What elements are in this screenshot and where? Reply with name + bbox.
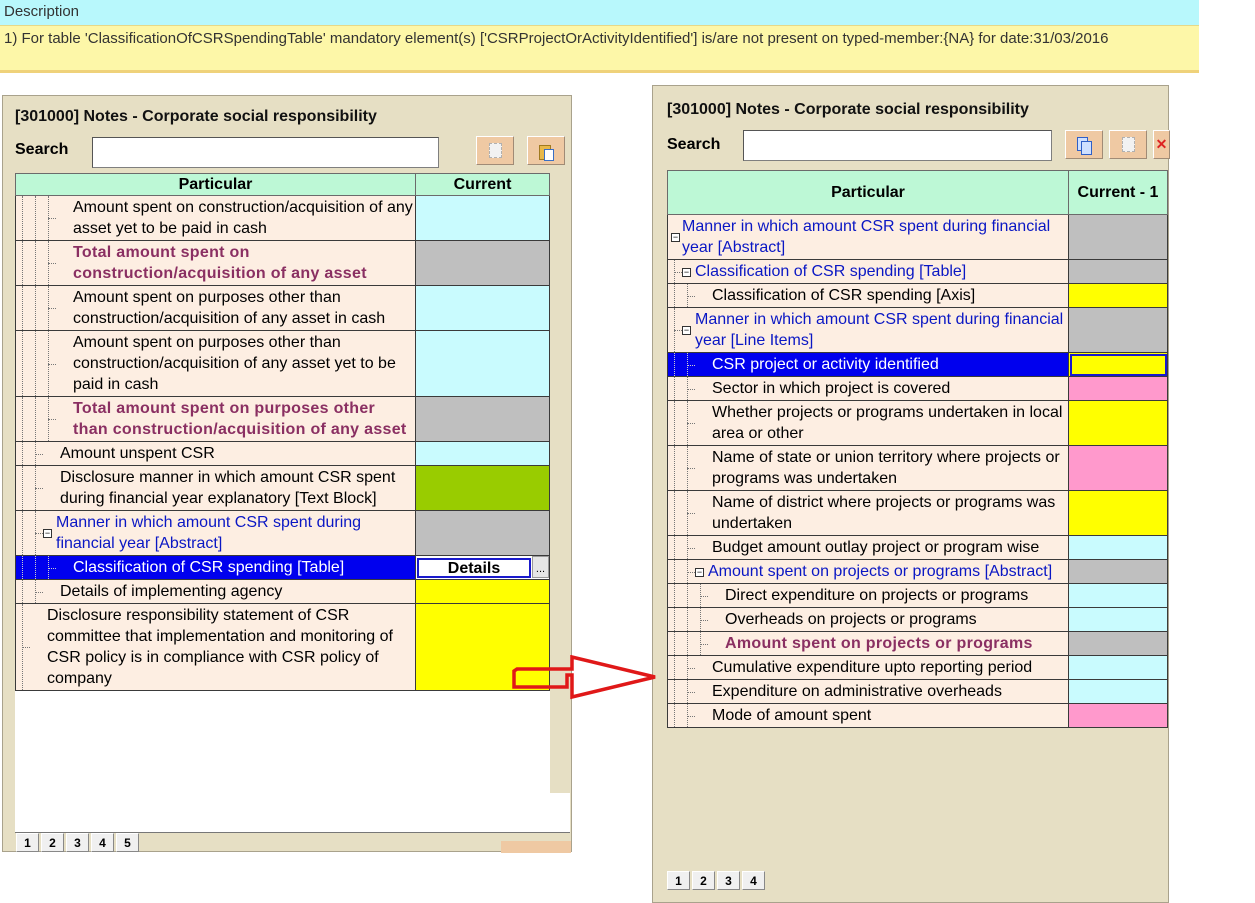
- particular-cell[interactable]: [16, 196, 416, 241]
- panel-title: [301000] Notes - Corporate social responsibility: [15, 108, 377, 125]
- row-label: Whether projects or programs undertaken in local area or other: [712, 404, 1063, 442]
- row-label: Total amount spent on construction/acquisition of any asset: [73, 244, 367, 282]
- right-notes-panel: [652, 85, 1169, 903]
- value-cell[interactable]: [416, 511, 550, 556]
- value-cell[interactable]: [416, 331, 550, 397]
- value-cell[interactable]: [1069, 560, 1168, 584]
- tree-guide-line: [674, 536, 675, 559]
- tree-guide-line: [35, 397, 36, 441]
- page-tab-2[interactable]: 2: [41, 833, 64, 852]
- tree-guide-line: [674, 632, 675, 655]
- particular-cell[interactable]: [16, 511, 416, 556]
- tree-guide-line: [35, 196, 36, 240]
- page-tab-2[interactable]: 2: [692, 871, 715, 890]
- tree-connector: [22, 647, 30, 648]
- table-row[interactable]: [668, 491, 1168, 536]
- copy-icon: [1077, 137, 1091, 153]
- row-label: Manner in which amount CSR spent during financial year [Abstract]: [56, 514, 362, 552]
- tree-guide-line: [35, 241, 36, 285]
- row-label: Sector in which project is covered: [712, 380, 951, 397]
- tree-connector: [48, 263, 56, 264]
- delete-icon: ✕: [1155, 136, 1168, 152]
- tree-connector: [48, 364, 56, 365]
- panel-title: [301000] Notes - Corporate social responsibility: [667, 101, 1029, 118]
- tree-guide-line: [22, 442, 23, 465]
- value-cell[interactable]: [1069, 284, 1168, 308]
- tree-guide-line: [674, 608, 675, 631]
- page-tab-3[interactable]: 3: [66, 833, 89, 852]
- tree-connector: [48, 218, 56, 219]
- value-cell[interactable]: [1069, 215, 1168, 260]
- collapse-toggle-icon[interactable]: −: [672, 232, 679, 242]
- tree-connector: [687, 423, 695, 424]
- tree-guide-line: [35, 286, 36, 330]
- tree-guide-line: [22, 397, 23, 441]
- page-tab-4[interactable]: 4: [91, 833, 114, 852]
- corner-block: [501, 841, 571, 853]
- tree-connector: [35, 533, 43, 534]
- tree-guide-line: [687, 632, 688, 655]
- column-header-particular[interactable]: Particular: [668, 171, 1069, 215]
- particular-cell[interactable]: [668, 560, 1069, 584]
- particular-cell[interactable]: [16, 397, 416, 442]
- value-cell[interactable]: [1069, 377, 1168, 401]
- tree-guide-line: [22, 556, 23, 579]
- tree-guide-line: [674, 704, 675, 727]
- tree-guide-line: [674, 401, 675, 445]
- tree-connector: [35, 488, 43, 489]
- value-cell[interactable]: [416, 397, 550, 442]
- value-cell[interactable]: [1069, 401, 1168, 446]
- page-tabs: [667, 871, 765, 890]
- particular-cell[interactable]: [668, 704, 1069, 728]
- particular-cell[interactable]: [668, 680, 1069, 704]
- tree-connector: [48, 308, 56, 309]
- row-label: Disclosure responsibility statement of CSR committee that implementation and monitoring of CSR policy is in compliance with CSR policy of company: [47, 607, 393, 687]
- tree-connector: [48, 419, 56, 420]
- value-cell[interactable]: [1069, 308, 1168, 353]
- tree-guide-line: [687, 584, 688, 607]
- ellipsis-button[interactable]: ...: [532, 556, 549, 578]
- grid-empty-area: [15, 793, 570, 833]
- search-input[interactable]: [743, 130, 1052, 161]
- collapse-toggle-icon[interactable]: −: [696, 566, 703, 577]
- tree-guide-line: [687, 608, 688, 631]
- table-row[interactable]: [668, 260, 1168, 284]
- delete-button[interactable]: [1153, 130, 1170, 159]
- table-row[interactable]: [16, 466, 550, 511]
- value-cell[interactable]: [416, 196, 550, 241]
- value-cell[interactable]: [1069, 632, 1168, 656]
- page-tab-3[interactable]: 3: [717, 871, 740, 890]
- table-row[interactable]: [16, 511, 550, 556]
- value-cell[interactable]: [416, 241, 550, 286]
- value-cell[interactable]: [1069, 536, 1168, 560]
- tree-connector: [35, 454, 43, 455]
- left-grid: [15, 173, 550, 793]
- table-row[interactable]: [668, 704, 1168, 728]
- particular-cell[interactable]: [16, 442, 416, 466]
- particular-cell[interactable]: [668, 608, 1069, 632]
- search-label: Search: [15, 141, 69, 158]
- new-page-icon: [1122, 137, 1135, 152]
- tree-guide-line: [674, 446, 675, 490]
- particular-cell[interactable]: [16, 580, 416, 604]
- row-label: Direct expenditure on projects or programs: [725, 587, 1029, 604]
- row-label: Overheads on projects or programs: [725, 611, 977, 628]
- tree-guide-line: [674, 560, 675, 583]
- column-header-current[interactable]: Current: [416, 174, 550, 196]
- tree-connector: [687, 468, 695, 469]
- tree-guide-line: [674, 353, 675, 376]
- tree-guide-line: [674, 584, 675, 607]
- particular-cell[interactable]: [668, 656, 1069, 680]
- tree-connector: [35, 592, 43, 593]
- tree-guide-line: [22, 466, 23, 510]
- collapse-toggle-icon[interactable]: −: [683, 325, 690, 335]
- tree-connector: [687, 572, 695, 573]
- row-label: Details of implementing agency: [60, 583, 283, 600]
- table-row[interactable]: [668, 377, 1168, 401]
- tree-guide-line: [674, 284, 675, 307]
- tree-connector: [687, 668, 695, 669]
- details-cell[interactable]: [416, 556, 550, 580]
- tree-guide-line: [674, 491, 675, 535]
- tree-connector: [687, 513, 695, 514]
- value-cell[interactable]: [416, 442, 550, 466]
- paste-button[interactable]: [527, 136, 565, 165]
- particular-cell[interactable]: [668, 446, 1069, 491]
- table-row[interactable]: [668, 446, 1168, 491]
- row-label: Amount spent on projects or programs [Abstract]: [708, 563, 1053, 580]
- particular-cell[interactable]: [16, 466, 416, 511]
- table-row[interactable]: [16, 397, 550, 442]
- red-arrow-icon: [512, 655, 662, 701]
- particular-cell[interactable]: [16, 286, 416, 331]
- row-label: Total amount spent on purposes other than construction/acquisition of any asset: [73, 400, 407, 438]
- left-notes-panel: [2, 95, 572, 852]
- table-row[interactable]: [16, 196, 550, 241]
- value-cell[interactable]: [1069, 446, 1168, 491]
- page-tab-5[interactable]: 5: [116, 833, 139, 852]
- particular-cell[interactable]: [668, 491, 1069, 536]
- table-row[interactable]: [668, 608, 1168, 632]
- tree-guide-line: [22, 241, 23, 285]
- new-page-button[interactable]: [476, 136, 514, 165]
- column-header-current-1[interactable]: Current - 1: [1069, 171, 1168, 215]
- row-label: Manner in which amount CSR spent during financial year [Abstract]: [682, 218, 1051, 256]
- table-row[interactable]: [16, 580, 550, 604]
- tree-connector: [700, 644, 708, 645]
- row-label: Cumulative expenditure upto reporting period: [712, 659, 1033, 676]
- particular-cell[interactable]: [668, 353, 1069, 377]
- row-label: Mode of amount spent: [712, 707, 872, 724]
- table-row[interactable]: [16, 604, 550, 691]
- table-row[interactable]: [668, 284, 1168, 308]
- description-message: 1) For table 'ClassificationOfCSRSpendingTable' mandatory element(s) ['CSRProjectOrActivityIdentified'] is/are not present on typed-member:{NA} for date:31/03/2016: [0, 25, 1199, 73]
- value-cell[interactable]: [1069, 584, 1168, 608]
- tree-guide-line: [674, 377, 675, 400]
- tree-connector: [674, 272, 682, 273]
- table-row[interactable]: [16, 241, 550, 286]
- particular-cell[interactable]: [16, 331, 416, 397]
- collapse-toggle-icon[interactable]: −: [44, 528, 51, 538]
- particular-cell[interactable]: [668, 536, 1069, 560]
- table-row[interactable]: [668, 632, 1168, 656]
- row-label: Budget amount outlay project or program wise: [712, 539, 1040, 556]
- tree-connector: [48, 568, 56, 569]
- row-label: Amount unspent CSR: [60, 445, 215, 462]
- value-cell[interactable]: [416, 580, 550, 604]
- tree-guide-line: [22, 580, 23, 603]
- particular-cell[interactable]: [668, 260, 1069, 284]
- search-input[interactable]: [92, 137, 439, 168]
- tree-guide-line: [674, 680, 675, 703]
- tree-connector: [700, 596, 708, 597]
- particular-cell[interactable]: [668, 215, 1069, 260]
- table-row[interactable]: [668, 680, 1168, 704]
- row-label: Expenditure on administrative overheads: [712, 683, 1002, 700]
- table-row[interactable]: [668, 401, 1168, 446]
- table-row[interactable]: [16, 556, 550, 580]
- tree-connector: [687, 716, 695, 717]
- table-row[interactable]: [668, 215, 1168, 260]
- row-label: Classification of CSR spending [Table]: [695, 263, 967, 280]
- value-cell[interactable]: [1069, 680, 1168, 704]
- row-label: CSR project or activity identified: [712, 356, 939, 373]
- page-tabs: [16, 833, 139, 852]
- row-label: Manner in which amount CSR spent during financial year [Line Items]: [695, 311, 1064, 349]
- table-row[interactable]: [668, 560, 1168, 584]
- row-label: Classification of CSR spending [Table]: [73, 559, 345, 576]
- particular-cell[interactable]: [668, 584, 1069, 608]
- tree-connector: [687, 692, 695, 693]
- row-label: Classification of CSR spending [Axis]: [712, 287, 976, 304]
- details-value[interactable]: Details: [417, 558, 531, 578]
- copy-button[interactable]: [1065, 130, 1103, 159]
- tree-connector: [687, 296, 695, 297]
- particular-cell[interactable]: [668, 401, 1069, 446]
- tree-guide-line: [22, 196, 23, 240]
- table-row[interactable]: [668, 656, 1168, 680]
- particular-cell[interactable]: [668, 284, 1069, 308]
- value-cell[interactable]: [416, 286, 550, 331]
- value-cell[interactable]: [416, 466, 550, 511]
- tree-connector: [687, 365, 695, 366]
- column-header-particular[interactable]: Particular: [16, 174, 416, 196]
- value-cell[interactable]: [1069, 704, 1168, 728]
- value-cell[interactable]: [1069, 608, 1168, 632]
- table-row[interactable]: [668, 584, 1168, 608]
- particular-cell[interactable]: [668, 308, 1069, 353]
- tree-guide-line: [22, 286, 23, 330]
- page-tab-1[interactable]: 1: [16, 833, 39, 852]
- tree-connector: [687, 389, 695, 390]
- value-cell[interactable]: [1069, 260, 1168, 284]
- particular-cell[interactable]: [16, 604, 416, 691]
- particular-cell[interactable]: [16, 241, 416, 286]
- row-label: Name of state or union territory where projects or programs was undertaken: [712, 449, 1060, 487]
- row-label: Amount spent on purposes other than construction/acquisition of any asset yet to be paid in cash: [73, 334, 396, 393]
- table-row[interactable]: [16, 331, 550, 397]
- table-row[interactable]: [668, 308, 1168, 353]
- particular-cell[interactable]: [668, 377, 1069, 401]
- tree-guide-line: [35, 556, 36, 579]
- tree-guide-line: [22, 331, 23, 396]
- search-label: Search: [667, 136, 721, 153]
- tree-connector: [687, 548, 695, 549]
- page-tab-1[interactable]: 1: [667, 871, 690, 890]
- paste-icon: [539, 143, 553, 159]
- table-row[interactable]: [668, 536, 1168, 560]
- row-label: Amount spent on projects or programs: [725, 635, 1033, 652]
- particular-cell[interactable]: [668, 632, 1069, 656]
- tree-guide-line: [674, 656, 675, 679]
- table-row[interactable]: [16, 442, 550, 466]
- tree-connector: [674, 330, 682, 331]
- particular-cell[interactable]: [16, 556, 416, 580]
- tree-guide-line: [22, 511, 23, 555]
- collapse-toggle-icon[interactable]: −: [683, 266, 690, 277]
- row-label: Name of district where projects or programs was undertaken: [712, 494, 1056, 532]
- row-label: Amount spent on construction/acquisition of any asset yet to be paid in cash: [73, 199, 413, 237]
- table-row[interactable]: [668, 353, 1168, 377]
- value-cell[interactable]: [1069, 491, 1168, 536]
- value-cell[interactable]: [1069, 656, 1168, 680]
- right-grid: [667, 170, 1167, 728]
- tree-guide-line: [35, 331, 36, 396]
- table-row[interactable]: [16, 286, 550, 331]
- value-cell[interactable]: [1069, 353, 1168, 377]
- new-page-icon: [489, 143, 502, 158]
- tree-connector: [700, 620, 708, 621]
- row-label: Amount spent on purposes other than construction/acquisition of any asset in cash: [73, 289, 386, 327]
- row-label: Disclosure manner in which amount CSR spent during financial year explanatory [Text Block]: [60, 469, 396, 507]
- new-page-button[interactable]: [1109, 130, 1147, 159]
- page-tab-4[interactable]: 4: [742, 871, 765, 890]
- description-header: Description: [0, 0, 1199, 25]
